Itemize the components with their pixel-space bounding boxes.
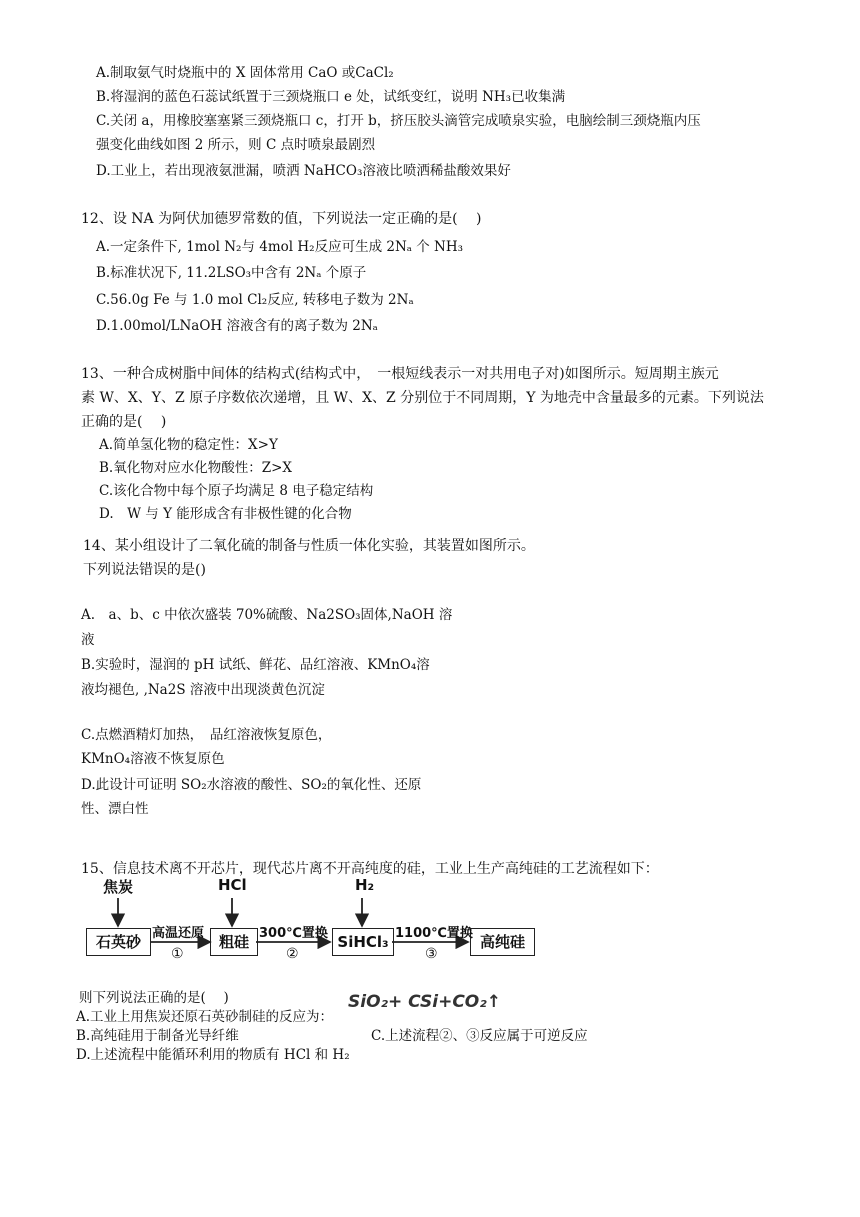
condition-2: 300℃置换 — [259, 926, 328, 941]
q13-option-d: D. W 与 Y 能形成含有非极性键的化合物 — [99, 506, 352, 522]
q13-stem-line2: 素 W、X、Y、Z 原子序数依次递增，且 W、X、Z 分别位于不同周期，Y 为地壳中含量最多的元素。下列说法 — [81, 390, 764, 406]
q12-option-d: D.1.00mol/LNaOH 溶液含有的离子数为 2Nₐ — [96, 318, 378, 334]
input-h2: H₂ — [355, 876, 375, 894]
q14-option-d-line2: 性、漂白性 — [81, 801, 149, 817]
q12-option-b: B.标准状况下, 11.2LSO₃中含有 2Nₐ 个原子 — [96, 265, 367, 281]
q13-option-c: C.该化合物中每个原子均满足 8 电子稳定结构 — [99, 483, 374, 499]
q15-option-c: C.上述流程②、③反应属于可逆反应 — [371, 1028, 588, 1044]
input-coke: 焦炭 — [103, 878, 134, 896]
q15-option-d: D.上述流程中能循环利用的物质有 HCl 和 H₂ — [76, 1047, 350, 1063]
q12-option-c: C.56.0g Fe 与 1.0 mol Cl₂反应, 转移电子数为 2Nₐ — [96, 292, 414, 308]
condition-3: 1100℃置换 — [395, 926, 473, 941]
box-quartz-sand: 石英砂 — [86, 928, 151, 956]
q13-stem-line3: 正确的是( ) — [81, 414, 167, 430]
reaction-equation: SiO₂+ CSi+CO₂↑ — [348, 992, 501, 1012]
q15-option-a: A.工业上用焦炭还原石英砂制硅的反应为： — [76, 1009, 334, 1025]
box-high-purity-silicon: 高纯硅 — [470, 928, 535, 956]
step-3-marker: ③ — [425, 946, 438, 962]
q13-option-a: A.简单氢化物的稳定性：X>Y — [99, 437, 278, 453]
q14-option-c-line1: C.点燃酒精灯加热， 品红溶液恢复原色， — [81, 727, 332, 743]
q14-option-d-line1: D.此设计可证明 SO₂水溶液的酸性、SO₂的氧化性、还原 — [81, 777, 422, 793]
q11-option-c-line1: C.关闭 a，用橡胶塞塞紧三颈烧瓶口 c，打开 b，挤压胶头滴管完成喷泉实验，电脑绘制三颈烧瓶内压 — [96, 113, 701, 129]
q15-stem: 15、信息技术离不开芯片，现代芯片离不开高纯度的硅，工业上生产高纯硅的工艺流程如下： — [81, 861, 659, 877]
q13-stem-line1: 13、一种合成树脂中间体的结构式(结构式中， 一根短线表示一对共用电子对)如图所示。短周期主族元 — [81, 366, 719, 382]
box-sihcl3: SiHCl₃ — [332, 928, 394, 956]
q15-question: 则下列说法正确的是( ) — [79, 990, 229, 1006]
q12-option-a: A.一定条件下, 1mol N₂与 4mol H₂反应可生成 2Nₐ 个 NH₃ — [96, 239, 464, 255]
condition-1: 高温还原 — [152, 926, 205, 941]
q14-option-c-line2: KMnO₄溶液不恢复原色 — [81, 751, 225, 767]
q11-option-d: D.工业上，若出现液氨泄漏，喷洒 NaHCO₃溶液比喷洒稀盐酸效果好 — [96, 163, 511, 179]
step-1-marker: ① — [171, 946, 184, 962]
q14-stem-line2: 下列说法错误的是() — [83, 562, 206, 578]
box-crude-silicon: 粗硅 — [210, 928, 258, 956]
q14-option-b-line1: B.实验时，湿润的 pH 试纸、鲜花、品红溶液、KMnO₄溶 — [81, 657, 430, 673]
q14-option-b-line2: 液均褪色, ,Na2S 溶液中出现淡黄色沉淀 — [81, 682, 325, 698]
input-hcl: HCl — [218, 876, 247, 894]
q15-option-b: B.高纯硅用于制备光导纤维 — [76, 1028, 239, 1044]
q14-stem-line1: 14、某小组设计了二氧化硫的制备与性质一体化实验，其装置如图所示。 — [83, 538, 535, 554]
q12-stem: 12、设 NA 为阿伏加德罗常数的值，下列说法一定正确的是( ) — [81, 211, 482, 227]
q13-option-b: B.氧化物对应水化物酸性：Z>X — [99, 460, 293, 476]
q11-option-c-line2: 强变化曲线如图 2 所示，则 C 点时喷泉最剧烈 — [96, 137, 376, 153]
q11-option-a: A.制取氨气时烧瓶中的 X 固体常用 CaO 或CaCl₂ — [96, 65, 394, 81]
q14-option-a-line2: 液 — [81, 632, 95, 648]
step-2-marker: ② — [286, 946, 299, 962]
q14-option-a-line1: A. a、b、c 中依次盛装 70%硫酸、Na2SO₃固体,NaOH 溶 — [81, 607, 453, 623]
q11-option-b: B.将湿润的蓝色石蕊试纸置于三颈烧瓶口 e 处，试纸变红，说明 NH₃已收集满 — [96, 89, 566, 105]
